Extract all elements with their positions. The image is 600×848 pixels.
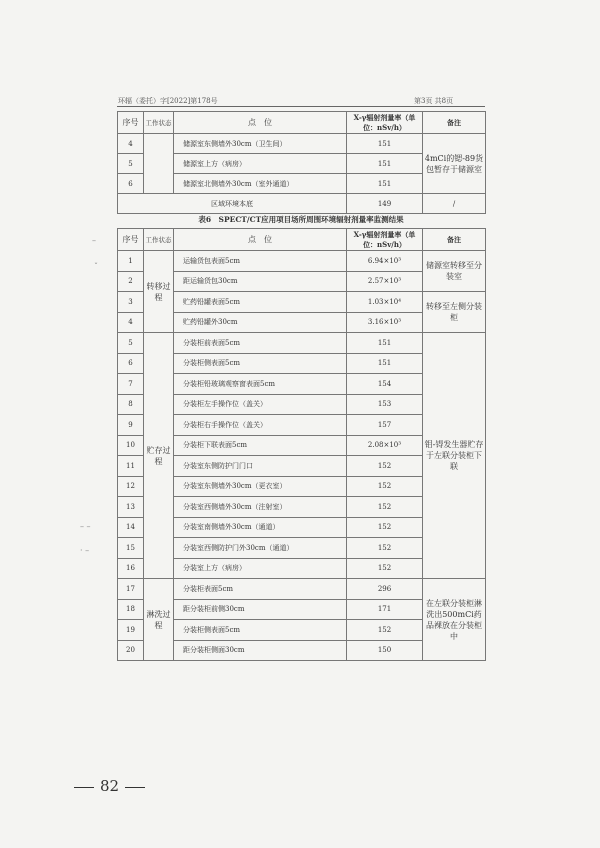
- background-remark: /: [423, 194, 486, 214]
- measurement-point: 分装室南侧墙外30cm（通道）: [174, 517, 347, 538]
- row-number: 14: [118, 517, 144, 538]
- dose-rate: 154: [347, 374, 423, 395]
- dose-rate: 152: [347, 497, 423, 518]
- table-row: [118, 579, 486, 600]
- measurement-point: 运输货包表面5cm: [174, 251, 347, 272]
- remark-cell: 转移至左侧分装柜: [423, 292, 486, 333]
- row-number: 13: [118, 497, 144, 518]
- measurement-point: 距分装柜前侧30cm: [174, 599, 347, 620]
- dose-rate: 1.03×10⁴: [347, 292, 423, 313]
- row-number: 9: [118, 415, 144, 436]
- col-header-remark: 备注: [423, 229, 486, 251]
- row-number: 6: [118, 353, 144, 374]
- col-header-no: 序号: [118, 112, 144, 134]
- dose-rate: 151: [347, 353, 423, 374]
- status-elution: 淋洗过程: [144, 579, 174, 661]
- measurement-point: 分装柜铅玻璃观察窗表面5cm: [174, 374, 347, 395]
- scan-mark: – –: [80, 522, 91, 531]
- dose-rate: 151: [347, 174, 423, 194]
- table-row: [118, 292, 486, 313]
- measurement-point: 分装室东侧墙外30cm（更衣室）: [174, 476, 347, 497]
- dose-rate: 152: [347, 558, 423, 579]
- measurement-point: 分装柜右手操作位（盖关）: [174, 415, 347, 436]
- header-rule: [117, 106, 485, 107]
- measurement-point: 距分装柜侧面30cm: [174, 640, 347, 661]
- measurement-point: 分装室西侧防护门外30cm（通道）: [174, 538, 347, 559]
- dose-rate: 157: [347, 415, 423, 436]
- col-header-rate: X-γ辐射剂量率（单位：nSv/h）: [347, 112, 423, 134]
- row-number: 2: [118, 271, 144, 292]
- dose-rate: 152: [347, 476, 423, 497]
- table-row: [118, 134, 486, 154]
- col-header-rate: X-γ辐射剂量率（单位：nSv/h）: [347, 229, 423, 251]
- footer-dash-left: [74, 787, 94, 788]
- status-transfer: 转移过程: [144, 251, 174, 333]
- row-number: 17: [118, 579, 144, 600]
- measurement-point: 储源室上方（病房）: [174, 154, 347, 174]
- measurement-point: 分装柜侧表面5cm: [174, 620, 347, 641]
- footer-dash-right: [125, 787, 145, 788]
- dose-rate: 2.57×10³: [347, 271, 423, 292]
- col-header-point: 点 位: [174, 112, 347, 134]
- scan-mark: ˇ: [94, 262, 98, 271]
- page-footer: [68, 777, 151, 795]
- measurement-point: 贮药铅罐外30cm: [174, 312, 347, 333]
- dose-rate: 296: [347, 579, 423, 600]
- background-rate: 149: [347, 194, 423, 214]
- scan-mark: –: [92, 236, 96, 245]
- col-header-status: 工作状态: [144, 229, 174, 251]
- col-header-no: 序号: [118, 229, 144, 251]
- table-row: [118, 251, 486, 272]
- measurement-point: 分装柜下联表面5cm: [174, 435, 347, 456]
- measurement-point: 分装柜表面5cm: [174, 579, 347, 600]
- row-number: 15: [118, 538, 144, 559]
- row-number: 1: [118, 251, 144, 272]
- radiation-table-spect-ct: [117, 228, 486, 661]
- dose-rate: 150: [347, 640, 423, 661]
- remark-cell: 4mCi的锶-89货包暂存于储源室: [423, 134, 486, 194]
- dose-rate: 152: [347, 620, 423, 641]
- dose-rate: 171: [347, 599, 423, 620]
- scan-mark: · –: [80, 546, 90, 555]
- measurement-point: 贮药铅罐表面5cm: [174, 292, 347, 313]
- measurement-point: 储源室北侧墙外30cm（室外通道）: [174, 174, 347, 194]
- dose-rate: 152: [347, 517, 423, 538]
- radiation-table-storage-room: [117, 111, 486, 214]
- status-storage: 贮存过程: [144, 333, 174, 579]
- row-number: 3: [118, 292, 144, 313]
- dose-rate: 6.94×10³: [347, 251, 423, 272]
- measurement-point: 储源室东侧墙外30cm（卫生间）: [174, 134, 347, 154]
- measurement-point: 分装柜前表面5cm: [174, 333, 347, 354]
- dose-rate: 152: [347, 456, 423, 477]
- measurement-point: 分装室西侧墙外30cm（注射室）: [174, 497, 347, 518]
- row-number: 5: [118, 333, 144, 354]
- dose-rate: 2.08×10³: [347, 435, 423, 456]
- row-number: 20: [118, 640, 144, 661]
- remark-cell: 钼-锝发生器贮存于左联分装柜下联: [423, 333, 486, 579]
- dose-rate: 151: [347, 333, 423, 354]
- dose-rate: 152: [347, 538, 423, 559]
- row-number: 5: [118, 154, 144, 174]
- row-number: 11: [118, 456, 144, 477]
- dose-rate: 153: [347, 394, 423, 415]
- measurement-point: 分装室东侧防护门门口: [174, 456, 347, 477]
- col-header-point: 点 位: [174, 229, 347, 251]
- row-number: 4: [118, 134, 144, 154]
- measurement-point: 分装柜左手操作位（盖关）: [174, 394, 347, 415]
- page-number: 82: [100, 777, 120, 795]
- header-document-number: 环辐（委托）字[2022]第178号: [118, 97, 218, 105]
- remark-cell: 在左联分装柜淋洗出500mCi药品裸放在分装柜中: [423, 579, 486, 661]
- table-caption: 表6 SPECT/CT应用项目场所周围环境辐射剂量率监测结果: [198, 215, 404, 224]
- background-label: 区域环境本底: [118, 194, 347, 214]
- background-row: [118, 194, 486, 214]
- row-number: 4: [118, 312, 144, 333]
- dose-rate: 151: [347, 134, 423, 154]
- row-number: 12: [118, 476, 144, 497]
- status-cell-empty: [144, 134, 174, 194]
- measurement-point: 分装室上方（病房）: [174, 558, 347, 579]
- measurement-point: 分装柜侧表面5cm: [174, 353, 347, 374]
- table-row: [118, 333, 486, 354]
- col-header-remark: 备注: [423, 112, 486, 134]
- row-number: 7: [118, 374, 144, 395]
- remark-cell: 储源室转移至分装室: [423, 251, 486, 292]
- dose-rate: 3.16×10³: [347, 312, 423, 333]
- header-page-info: 第3页 共8页: [414, 97, 454, 105]
- measurement-point: 距运输货包30cm: [174, 271, 347, 292]
- row-number: 6: [118, 174, 144, 194]
- row-number: 8: [118, 394, 144, 415]
- dose-rate: 151: [347, 154, 423, 174]
- col-header-status: 工作状态: [144, 112, 174, 134]
- row-number: 18: [118, 599, 144, 620]
- row-number: 16: [118, 558, 144, 579]
- row-number: 10: [118, 435, 144, 456]
- row-number: 19: [118, 620, 144, 641]
